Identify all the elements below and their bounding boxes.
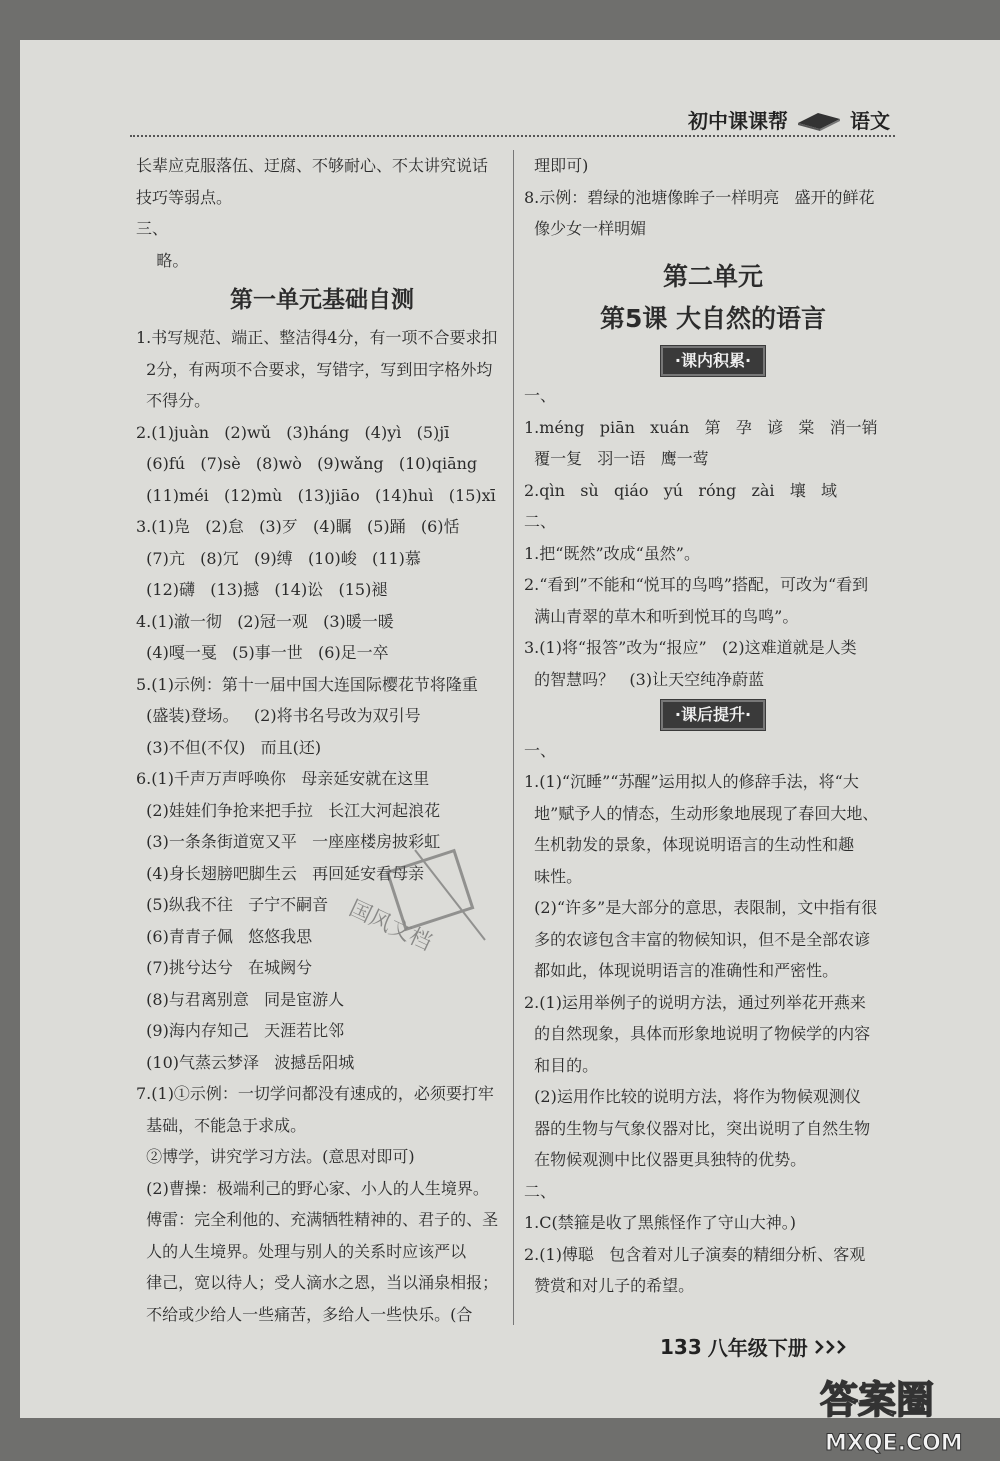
left-body-line: (11)méi (12)mù (13)jiāo (14)huì (15)xī: [136, 485, 496, 505]
left-body-line: 人的人生境界。处理与别人的关系时应该严以: [136, 1241, 467, 1261]
header-rule: [130, 135, 895, 137]
left-body-line: 傅雷：完全利他的、充满牺牲精神的、君子的、圣: [136, 1210, 499, 1229]
left-body-lines: [136, 322, 508, 1330]
left-body-line: 不给或少给人一些痛苦，多给人一些快乐。(合: [136, 1304, 473, 1324]
right-top-line: 像少女一样明媚: [524, 219, 647, 238]
after-line: (2)运用作比较的说明方法，将作为物候观测仪: [524, 1087, 861, 1106]
right-top-line: 理即可): [524, 156, 589, 175]
brand-name: 初中课课帮: [688, 109, 788, 133]
chevron-right-icon: [814, 1338, 850, 1356]
after-line: 地”赋予人的情态，生动形象地展现了春回大地、: [524, 803, 879, 823]
inclass-line: 1.méng piān xuán 第 孕 谚 棠 消一销: [524, 417, 878, 437]
left-body-line: 2.(1)juàn (2)wǔ (3)háng (4)yì (5)jī: [136, 422, 450, 442]
left-body-line: 7.(1)①示例：一切学问都没有速成的，必须要打牢: [136, 1084, 494, 1103]
header-brand: [688, 105, 890, 134]
left-body-line: (7)亢 (8)冗 (9)缚 (10)峻 (11)慕: [136, 548, 421, 568]
left-body-line: ②博学，讲究学习方法。(意思对即可): [136, 1147, 415, 1166]
book-icon: [796, 109, 842, 131]
left-body-line: (8)与君离别意 同是宦游人: [136, 989, 345, 1009]
left-body-line: 4.(1)澈一彻 (2)冠一观 (3)暖一暖: [136, 611, 394, 631]
after-line: 赞赏和对儿子的希望。: [524, 1276, 695, 1295]
right-top-lines: [524, 150, 902, 245]
right-top-line: 8.示例：碧绿的池塘像眸子一样明亮 盛开的鲜花: [524, 187, 875, 207]
left-body-line: (4)嘎一戛 (5)事一世 (6)足一卒: [136, 643, 389, 662]
after-line: 都如此，体现说明语言的准确性和严密性。: [524, 961, 839, 980]
left-body-line: (10)气蒸云梦泽 波撼岳阳城: [136, 1052, 355, 1072]
inclass-line: 覆一复 羽一语 鹰一莺: [524, 449, 709, 468]
left-body-line: 律己，宽以待人；受人滴水之恩，当以涌泉相报；: [136, 1273, 499, 1292]
left-body-line: 3.(1)凫 (2)怠 (3)歹 (4)瞩 (5)踊 (6)恬: [136, 517, 460, 536]
inclass-lines: [524, 380, 902, 695]
inclass-line: 1.把“既然”改成“虽然”。: [524, 543, 700, 563]
left-body-line: (5)纵我不往 子宁不嗣音: [136, 895, 329, 914]
watermark-text: 国风文档: [345, 896, 436, 957]
after-line: 味性。: [524, 866, 583, 886]
left-body-line: 不得分。: [136, 391, 211, 410]
after-line: 和目的。: [524, 1055, 599, 1075]
left-body-line: (2)娃娃们争抢来把手拉 长江大河起浪花: [136, 800, 441, 820]
footer: [660, 1332, 850, 1361]
inclass-line: 一、: [524, 386, 557, 405]
after-lines: [524, 735, 902, 1302]
left-body-line: (9)海内存知己 天涯若比邻: [136, 1021, 345, 1040]
left-body-line: (4)身长翅膀吧脚生云 再回延安看母亲: [136, 863, 425, 883]
svg-text:答案圈: 答案圈: [820, 1378, 935, 1422]
watermark-stamp: [335, 840, 515, 960]
page-number: 133: [660, 1334, 702, 1359]
after-line: 1.C(禁箍是收了黑熊怪作了守山大神。): [524, 1213, 796, 1232]
inclass-line: 3.(1)将“报答”改为“报应” (2)这难道就是人类: [524, 638, 857, 657]
right-column: [524, 150, 902, 1302]
subject-name: 语文: [850, 109, 890, 133]
after-line: 多的农谚包含丰富的物候知识，但不是全部农谚: [524, 929, 871, 949]
inclass-line: 的智慧吗？ (3)让天空纯净蔚蓝: [524, 669, 765, 689]
inclass-line: 二、: [524, 512, 557, 531]
after-line: 生机勃发的景象，体现说明语言的生动性和趣: [524, 835, 855, 854]
left-body-line: (12)礴 (13)撼 (14)讼 (15)褪: [136, 580, 388, 599]
after-line: 在物候观测中比仪器更具独特的优势。: [524, 1150, 807, 1169]
left-top-line: 技巧等弱点。: [136, 187, 233, 207]
left-body-line: (6)青青子佩 悠悠我思: [136, 926, 313, 946]
after-line: 1.(1)“沉睡”“苏醒”运用拟人的修辞手法，将“大: [524, 772, 859, 791]
after-line: 的自然现象，具体而形象地说明了物候学的内容: [524, 1024, 871, 1043]
section-title: 第一单元基础自测: [230, 287, 414, 313]
left-body-line: (7)挑兮达兮 在城阙兮: [136, 958, 313, 977]
left-body-line: 2分，有两项不合要求，写错字，写到田字格外均: [136, 359, 493, 379]
lesson-title: 第5课 大自然的语言: [599, 303, 827, 333]
inclass-line: 2.“看到”不能和“悦耳的鸟鸣”搭配，可改为“看到: [524, 575, 869, 594]
unit-title: 第二单元: [662, 261, 763, 291]
left-body-line: 5.(1)示例：第十一届中国大连国际樱花节将隆重: [136, 674, 478, 694]
after-line: 一、: [524, 740, 557, 760]
left-body-line: (2)曹操：极端利己的野心家、小人的人生境界。: [136, 1178, 489, 1198]
badge-after: ·课后提升·: [661, 700, 765, 730]
badge-inclass: ·课内积累·: [661, 346, 765, 376]
grade-label: 八年级下册: [707, 1336, 808, 1360]
after-line: 2.(1)傅聪 包含着对儿子演奏的精细分析、客观: [524, 1244, 866, 1264]
after-line: 2.(1)运用举例子的说明方法，通过列举花开燕来: [524, 992, 866, 1012]
left-body-line: (3)不但(不仅) 而且(还): [136, 737, 322, 757]
svg-text:MXQE.COM: MXQE.COM: [825, 1431, 963, 1456]
after-line: 器的生物与气象仪器对比，突出说明了自然生物: [524, 1118, 871, 1138]
inclass-line: 满山青翠的草木和听到悦耳的鸟鸣”。: [524, 606, 799, 626]
left-body-line: (3)一条条街道宽又平 一座座楼房披彩虹: [136, 832, 441, 851]
left-top-lines: [136, 150, 508, 276]
left-body-line: (6)fú (7)sè (8)wò (9)wǎng (10)qiāng: [136, 454, 478, 473]
left-body-line: 1.书写规范、端正、整洁得4分，有一项不合要求扣: [136, 328, 498, 347]
left-body-line: 基础，不能急于求成。: [136, 1115, 307, 1135]
column-divider: [513, 150, 514, 1325]
left-column: [136, 150, 508, 1330]
left-top-line: 三、: [136, 219, 169, 238]
inclass-line: 2.qìn sù qiáo yú róng zài 壤 域: [524, 480, 838, 500]
corner-logo: [815, 1365, 995, 1460]
left-top-line: 长辈应克服落伍、迂腐、不够耐心、不太讲究说话: [136, 156, 489, 175]
left-body-line: 6.(1)千声万声呼唤你 母亲延安就在这里: [136, 769, 430, 788]
after-line: (2)“许多”是大部分的意思，表限制，文中指有很: [524, 898, 878, 917]
left-top-line: 略。: [136, 250, 189, 270]
left-body-line: (盛装)登场。 (2)将书名号改为双引号: [136, 706, 421, 725]
after-line: 二、: [524, 1181, 557, 1201]
